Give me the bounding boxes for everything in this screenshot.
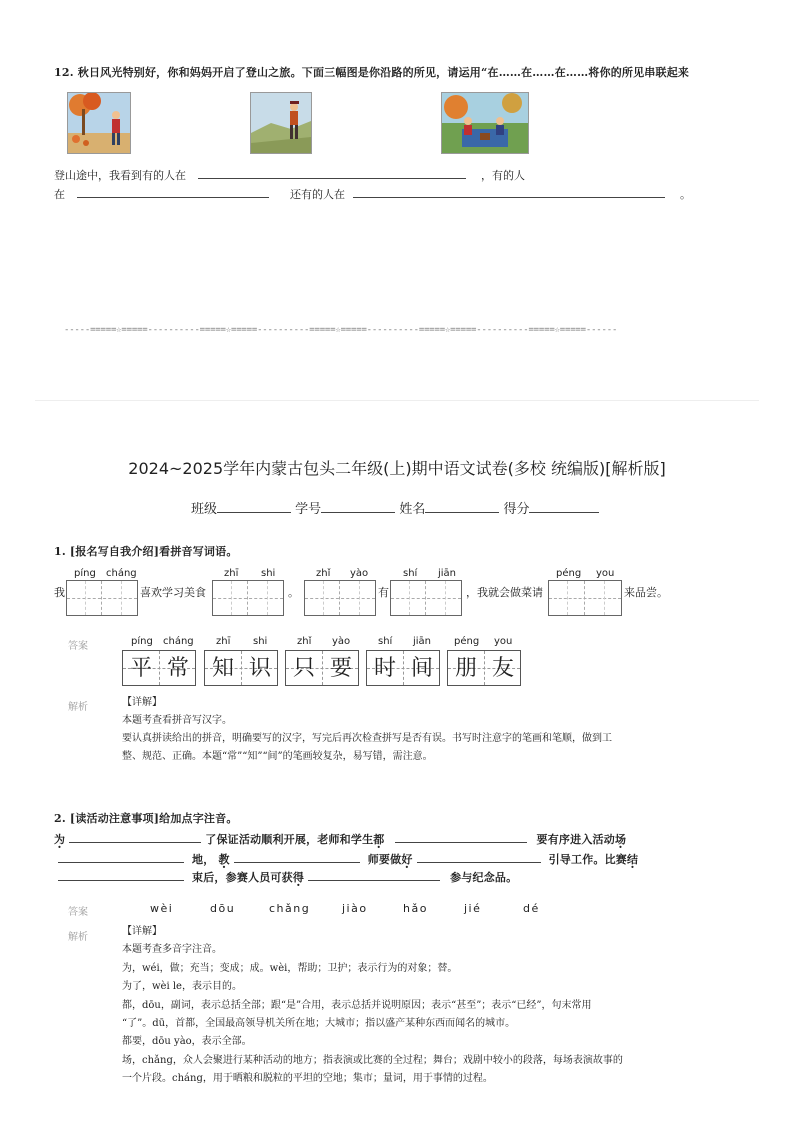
- analysis-label: 解析: [68, 702, 88, 713]
- answer-pinyin: yào: [332, 636, 351, 647]
- q2-line3: 束后，参赛人员可获得 参与纪念品。: [58, 868, 517, 885]
- writing-box-2[interactable]: [212, 580, 284, 616]
- q2-prompt: 2. [读活动注意事项]给加点字注音。: [54, 812, 238, 825]
- pinyin-blank-4[interactable]: [234, 850, 360, 863]
- writing-box-5[interactable]: [548, 580, 622, 616]
- pinyin: you: [596, 568, 615, 579]
- answer-pinyin: zhǐ: [297, 636, 312, 647]
- writing-box-3[interactable]: [304, 580, 376, 616]
- answer-pinyin: shí: [378, 636, 393, 647]
- answer-pinyin: you: [494, 636, 513, 647]
- pinyin: yào: [350, 568, 369, 579]
- student-id-field[interactable]: [321, 500, 395, 513]
- pinyin: cháng: [106, 568, 137, 579]
- analysis-label: 解析: [68, 932, 88, 943]
- picture-picnic: [441, 92, 529, 154]
- q1-analysis: 【详解】 本题考查看拼音写汉字。 要认真拼读给出的拼音，明确要写的汉字，写完后再次检查拼写是否有误。书写时注意字的笔画和笔顺，做到工 整、规范、正确。本题“常”“知”“间”的笔画较复杂，易写错，需注意。: [122, 697, 612, 762]
- answer-pinyin: cháng: [163, 636, 194, 647]
- q12-prompt-text: 秋日风光特别好，你和妈妈开启了登山之旅。下面三幅图是你沿路的所见，请运用“在……在……在……将你的所见串联起来: [77, 66, 690, 79]
- picture-apple-picking: [67, 92, 131, 154]
- answer-blank-2[interactable]: [77, 185, 269, 198]
- q12-prompt: [54, 64, 689, 80]
- name-field[interactable]: [425, 500, 499, 513]
- q12-line2: 在 还有的人在 。: [54, 185, 691, 202]
- answer-box-5: 朋 友: [447, 650, 521, 686]
- answer-pinyin: péng: [454, 636, 480, 647]
- answer-blank-3[interactable]: [353, 185, 665, 198]
- pinyin: píng: [74, 568, 96, 579]
- answer-label: 答案: [68, 641, 88, 652]
- q1-prompt: 1. [报名写自我介绍]看拼音写词语。: [54, 545, 238, 558]
- pinyin-blank-2[interactable]: [395, 830, 527, 843]
- answer-box-1: 平 常: [122, 650, 196, 686]
- answer-box-4: 时 间: [366, 650, 440, 686]
- pinyin: péng: [556, 568, 582, 579]
- pinyin: zhǐ: [316, 568, 331, 579]
- q2-line2: 地， 教 师要做好 引导工作。比赛结: [58, 850, 638, 867]
- picture-hiker: [250, 92, 312, 154]
- pinyin: shi: [261, 568, 276, 579]
- score-field[interactable]: [529, 500, 599, 513]
- class-field[interactable]: [217, 500, 291, 513]
- q2-answers: wèi dōu chǎng jiào hǎo jié dé: [150, 902, 540, 915]
- answer-box-3: 只 要: [285, 650, 359, 686]
- pinyin-blank-6[interactable]: [58, 868, 184, 881]
- pinyin: zhī: [224, 568, 239, 579]
- answer-label: 答案: [68, 907, 88, 918]
- student-info-row: 班级 学号 姓名 得分: [191, 498, 599, 517]
- pinyin: shí: [403, 568, 418, 579]
- pinyin-blank-7[interactable]: [308, 868, 440, 881]
- pinyin-blank-1[interactable]: [69, 830, 201, 843]
- pinyin: jiān: [438, 568, 457, 579]
- answer-pinyin: zhī: [216, 636, 231, 647]
- answer-blank-1[interactable]: [198, 166, 466, 179]
- q12-number: 12.: [54, 66, 74, 79]
- q2-line1: 为 了保证活动顺利开展，老师和学生都 要有序进入活动场: [54, 830, 626, 847]
- q12-line1: 登山途中，我看到有的人在 ，有的人: [54, 166, 525, 183]
- answer-pinyin: shi: [253, 636, 268, 647]
- pinyin-blank-5[interactable]: [417, 850, 541, 863]
- answer-pinyin: píng: [131, 636, 153, 647]
- writing-box-1[interactable]: [66, 580, 138, 616]
- answer-pinyin: jiān: [413, 636, 432, 647]
- writing-box-4[interactable]: [390, 580, 462, 616]
- page-title: 2024~2025学年内蒙古包头二年级(上)期中语文试卷(多校 统编版)[解析版]: [128, 459, 666, 478]
- divider: -----=====☆=====----------=====☆=====----------=====☆=====----------=====☆=====----------=====☆=====------: [64, 325, 618, 335]
- pinyin-blank-3[interactable]: [58, 850, 184, 863]
- q2-analysis: 【详解】 本题考查多音字注音。 为，wéi，做；充当；变成；成。wèi，帮助；卫护；表示行为的对象；替。 为了，wèi le，表示目的。 都，dōu，副词，表示总括全部；跟“是”合用，表示总括并说明原因；表示“甚至”；表示“已经”，句末常用 “了”。dū，首都，全国最高领导机关所在地；大城市；指以盛产某种东西而闻名的城市。 都要，dōu yào，表示全部。 场，chǎng，众人会聚进行某种活动的地方；指表演或比赛的全过程；舞台；戏剧中较小的段落，每场表演故事的 一个片段。cháng，用于晒粮和脱粒的平坦的空地；集市；量词，用于事情的过程。: [122, 926, 623, 1085]
- answer-box-2: 知 识: [204, 650, 278, 686]
- page-separator: [35, 400, 759, 401]
